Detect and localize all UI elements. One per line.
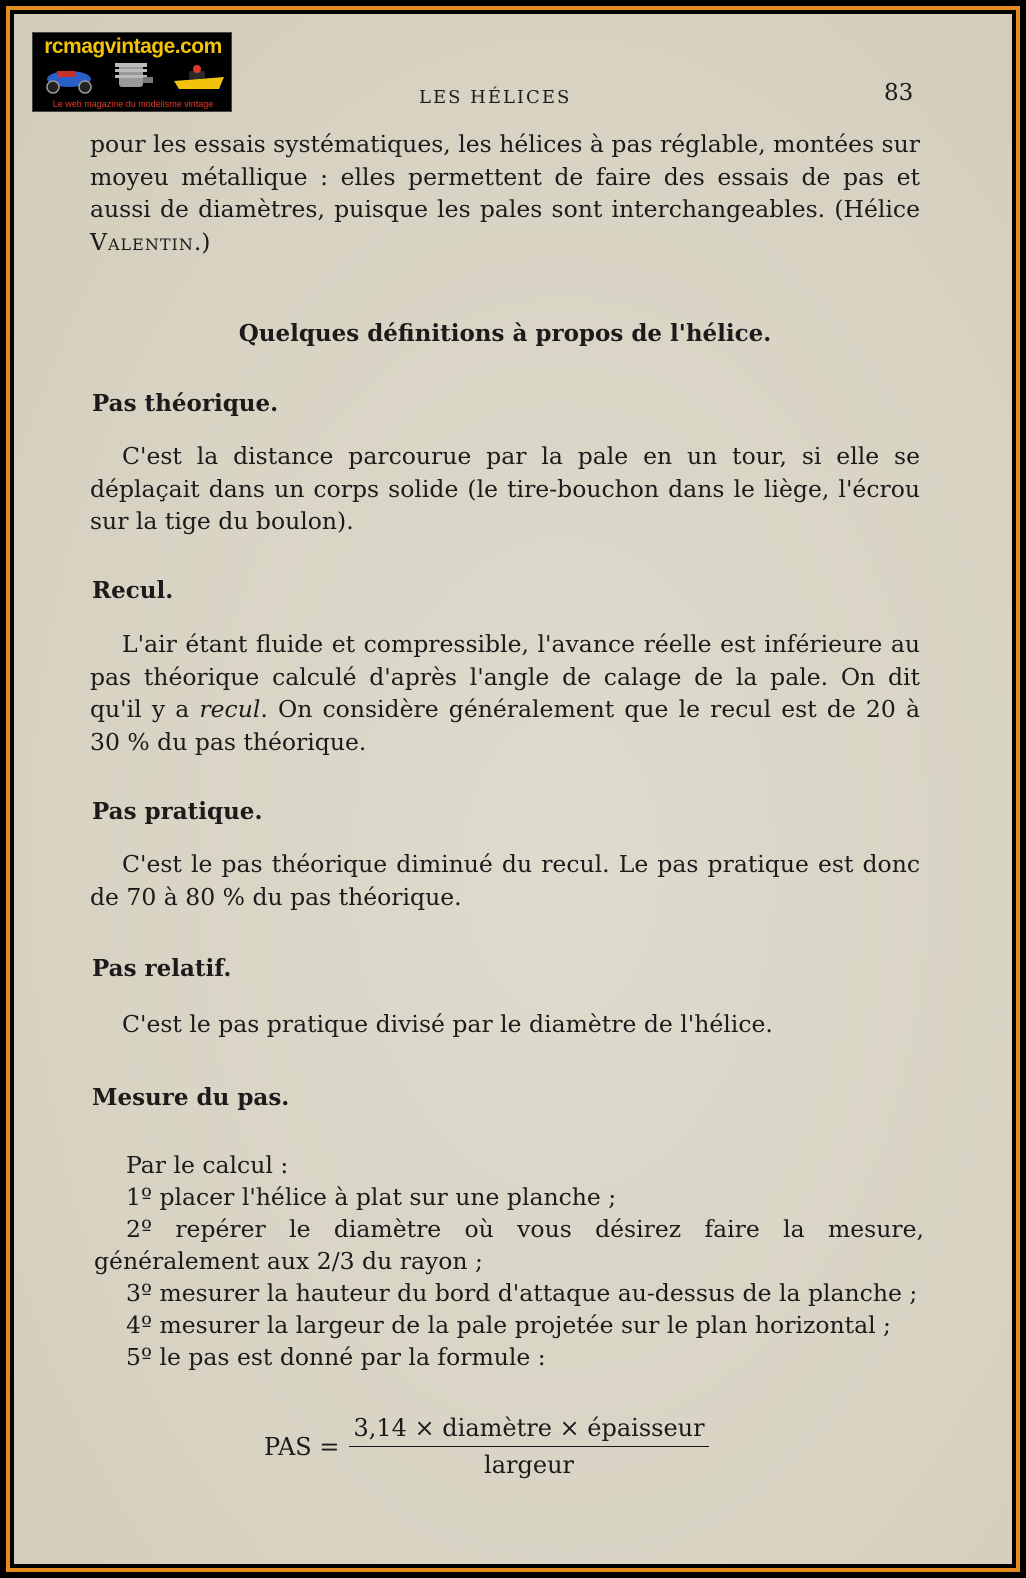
paragraph-pas-pratique: C'est le pas théorique diminué du recul. Le pas pratique est donc de 70 à 80 % du pas théorique. bbox=[90, 850, 920, 911]
list-item: 1º placer l'hélice à plat sur une planche ; bbox=[126, 1183, 617, 1211]
formula-fraction bbox=[349, 1414, 708, 1479]
heading-mesure-du-pas: Mesure du pas. bbox=[92, 1084, 290, 1111]
logo-title: rcmagvintage.com bbox=[44, 35, 222, 58]
heading-pas-theorique: Pas théorique. bbox=[92, 390, 279, 417]
pitch-formula bbox=[264, 1414, 709, 1479]
paragraph-pas-theorique: C'est la distance parcourue par la pale en un tour, si elle se déplaçait dans un corps solide (le tire-bouchon dans le liège, l'écrou sur la tige du boulon). bbox=[90, 442, 920, 535]
heading-pas-relatif: Pas relatif. bbox=[92, 955, 232, 982]
site-logo[interactable] bbox=[32, 32, 232, 112]
intro-name: Valentin bbox=[90, 227, 194, 256]
page-number: 83 bbox=[884, 80, 914, 106]
running-head: LES HÉLICES bbox=[419, 87, 572, 108]
paragraph-recul bbox=[90, 628, 920, 758]
paragraph-pas-relatif: C'est le pas pratique divisé par le diamètre de l'hélice. bbox=[122, 1010, 773, 1038]
recul-text-end: . On considère généralement que le recul est de 20 à 30 % du pas théorique. bbox=[90, 695, 920, 756]
logo-tagline: Le web magazine du modélisme vintage bbox=[52, 99, 214, 109]
list-item: 5º le pas est donné par la formule : bbox=[126, 1343, 546, 1371]
list-item: 2º repérer le diamètre où vous désirez faire la mesure, généralement aux 2/3 du rayon ; bbox=[94, 1215, 924, 1275]
section-title: Quelques définitions à propos de l'hélice. bbox=[238, 320, 772, 347]
intro-text-end: .) bbox=[193, 227, 211, 256]
list-item: Par le calcul : bbox=[126, 1151, 289, 1179]
list-item: 4º mesurer la largeur de la pale projetée sur le plan horizontal ; bbox=[126, 1311, 891, 1339]
scanned-page bbox=[14, 14, 1012, 1564]
recul-text: L'air étant fluide et compressible, l'avance réelle est inférieure au pas théorique calculé d'après l'angle de calage de la pale. On dit qu'il y a bbox=[90, 630, 920, 723]
intro-paragraph bbox=[90, 128, 920, 258]
formula-numerator: 3,14 × diamètre × épaisseur bbox=[349, 1414, 708, 1447]
heading-recul: Recul. bbox=[92, 577, 174, 604]
recul-emphasis: recul bbox=[199, 695, 261, 723]
formula-lhs: PAS = bbox=[264, 1432, 340, 1461]
list-item: 3º mesurer la hauteur du bord d'attaque au-dessus de la planche ; bbox=[126, 1279, 918, 1307]
intro-text: pour les essais systématiques, les hélices à pas réglable, montées sur moyeu métallique : elles permettent de faire des essais de pas et aussi de diamètres, puisque les pales sont interchangeables. (Hélice bbox=[90, 130, 920, 223]
heading-pas-pratique: Pas pratique. bbox=[92, 798, 263, 825]
formula-denominator: largeur bbox=[484, 1451, 574, 1479]
rc-models-logo-icon bbox=[39, 59, 227, 95]
mesure-steps-list bbox=[94, 1149, 924, 1373]
